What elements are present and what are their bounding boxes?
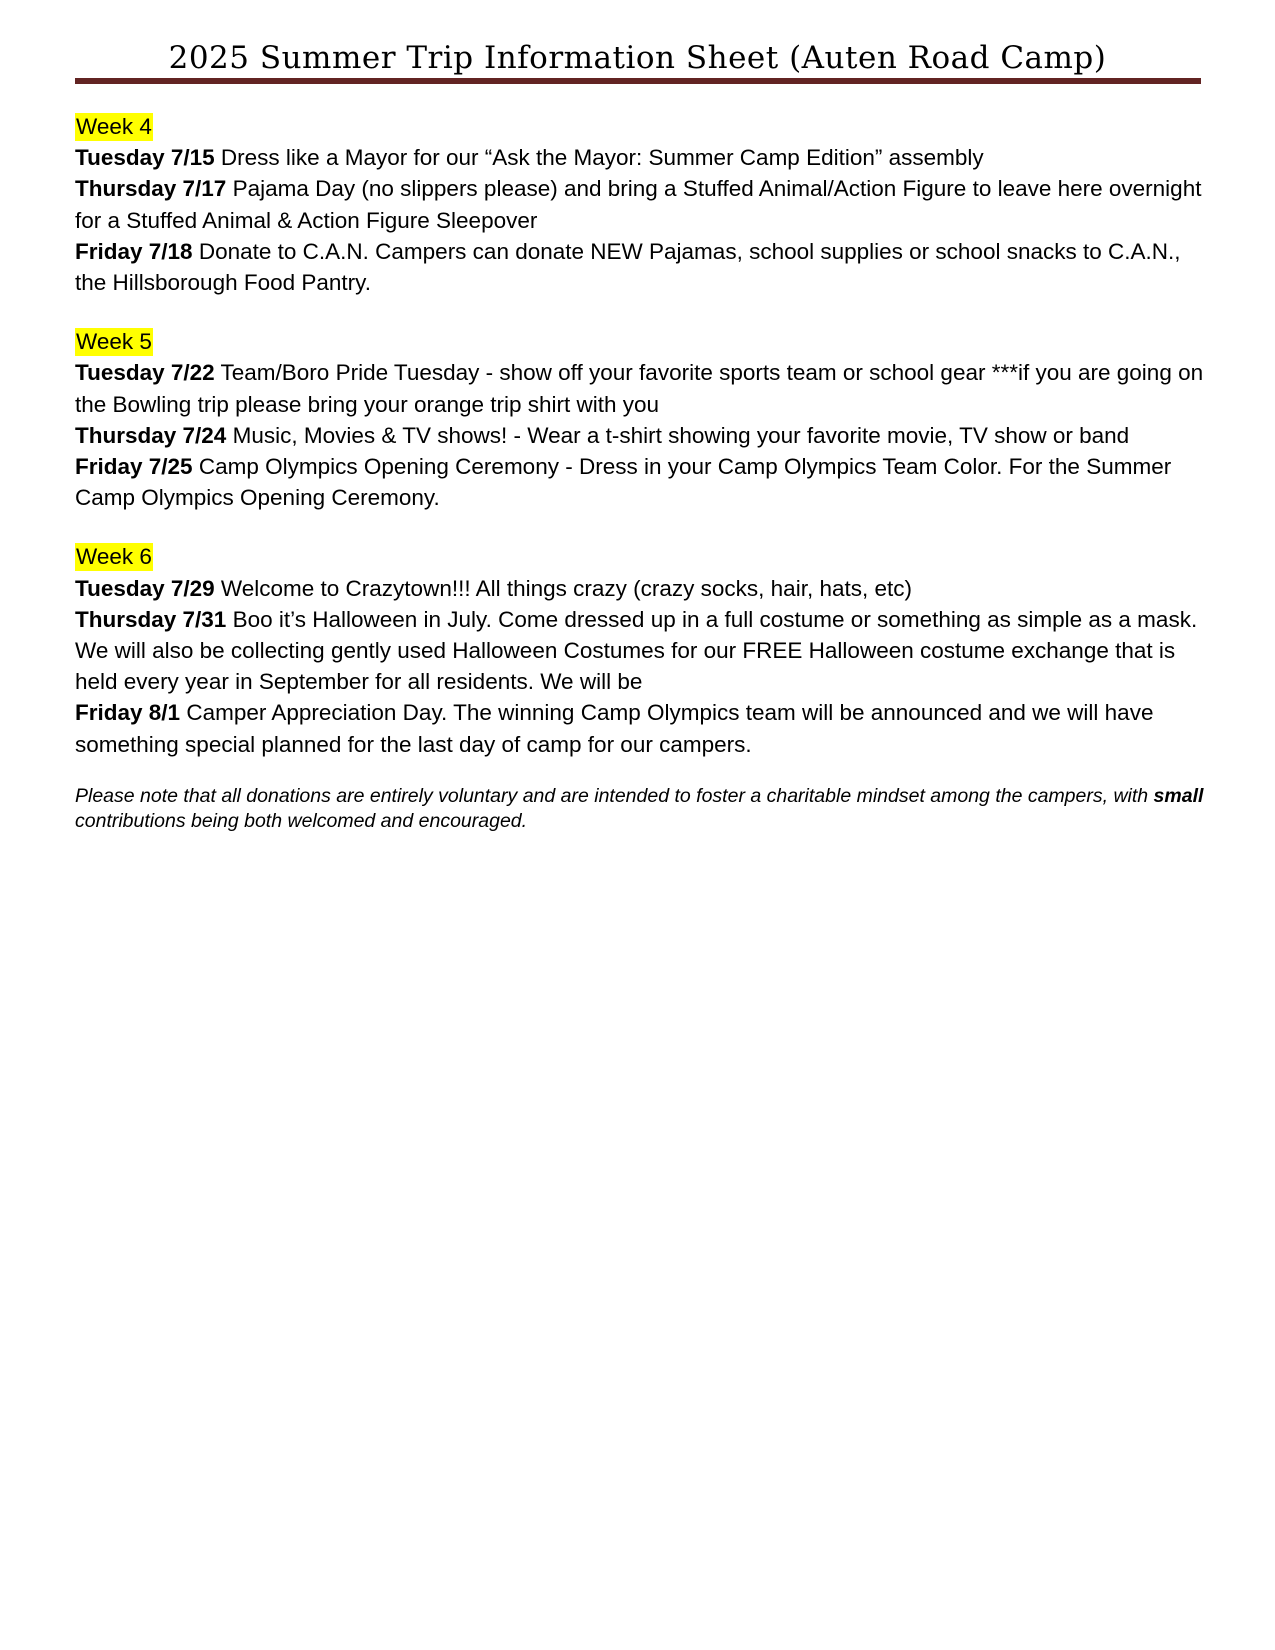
schedule-entry xyxy=(75,142,1215,173)
entry-day: Thursday 7/31 xyxy=(75,606,227,632)
schedule-entry xyxy=(75,420,1215,451)
schedule-entry xyxy=(75,173,1215,235)
schedule-entry xyxy=(75,357,1215,419)
entry-text: Camper Appreciation Day. The winning Camp Olympics team will be announced and we will have something special planned for the last day of camp for our campers. xyxy=(75,700,1154,757)
schedule-entry xyxy=(75,697,1215,759)
entry-day: Thursday 7/17 xyxy=(75,176,227,202)
week-section-4 xyxy=(75,111,1215,298)
entry-text: Welcome to Crazytown!!! All things crazy (crazy socks, hair, hats, etc) xyxy=(214,575,912,601)
schedule-entry xyxy=(75,573,1215,604)
week-label: Week 6 xyxy=(76,544,152,570)
note-emphasis: small xyxy=(1153,784,1204,807)
entry-text: Pajama Day (no slippers please) and bring a Stuffed Animal/Action Figure to leave here overnight for a Stuffed Animal & Action Figure Sleepover xyxy=(75,176,1202,233)
page-title: 2025 Summer Trip Information Sheet (Auten Road Camp) xyxy=(168,40,1107,76)
document-body xyxy=(75,111,1215,853)
entry-text: Boo it’s Halloween in July. Come dressed up in a full costume or something as simple as a mask. We will also be collecting gently used Halloween Costumes for our FREE Halloween costume exchange that is held every year in September for all residents. We will be xyxy=(75,606,1198,695)
schedule-entry xyxy=(75,604,1215,698)
entry-text: Dress like a Mayor for our “Ask the Mayor: Summer Camp Edition” assembly xyxy=(214,145,984,171)
entry-day: Friday 8/1 xyxy=(75,700,181,726)
week-label: Week 4 xyxy=(76,114,152,139)
entry-day: Tuesday 7/22 xyxy=(75,360,215,386)
note-text-start: Please note that all donations are entirely voluntary and are intended to foster a charitable mindset among the campers, with xyxy=(75,784,1154,807)
schedule-entry xyxy=(75,236,1215,298)
week-label: Week 5 xyxy=(76,329,152,355)
entry-text: Team/Boro Pride Tuesday - show off your favorite sports team or school gear ***if you are going on the Bowling trip please bring your orange trip shirt with you xyxy=(75,360,1204,417)
donation-note xyxy=(75,784,1215,834)
entry-day: Thursday 7/24 xyxy=(75,422,227,448)
entry-day: Tuesday 7/15 xyxy=(75,145,215,171)
note-text-end: contributions being both welcomed and encouraged. xyxy=(75,809,528,832)
entry-text: Camp Olympics Opening Ceremony - Dress in your Camp Olympics Team Color. For the Summer Camp Olympics Opening Ceremony. xyxy=(75,454,1172,511)
entry-day: Friday 7/25 xyxy=(75,454,193,480)
title-divider xyxy=(75,78,1201,84)
entry-text: Music, Movies & TV shows! - Wear a t-shirt showing your favorite movie, TV show or band xyxy=(226,422,1130,448)
week-section-5 xyxy=(75,326,1215,513)
week-section-6 xyxy=(75,541,1215,759)
entry-day: Friday 7/18 xyxy=(75,238,193,264)
schedule-entry xyxy=(75,451,1215,513)
entry-day: Tuesday 7/29 xyxy=(75,575,215,601)
entry-text: Donate to C.A.N. Campers can donate NEW Pajamas, school supplies or school snacks to C.A.N., the Hillsborough Food Pantry. xyxy=(75,238,1181,296)
